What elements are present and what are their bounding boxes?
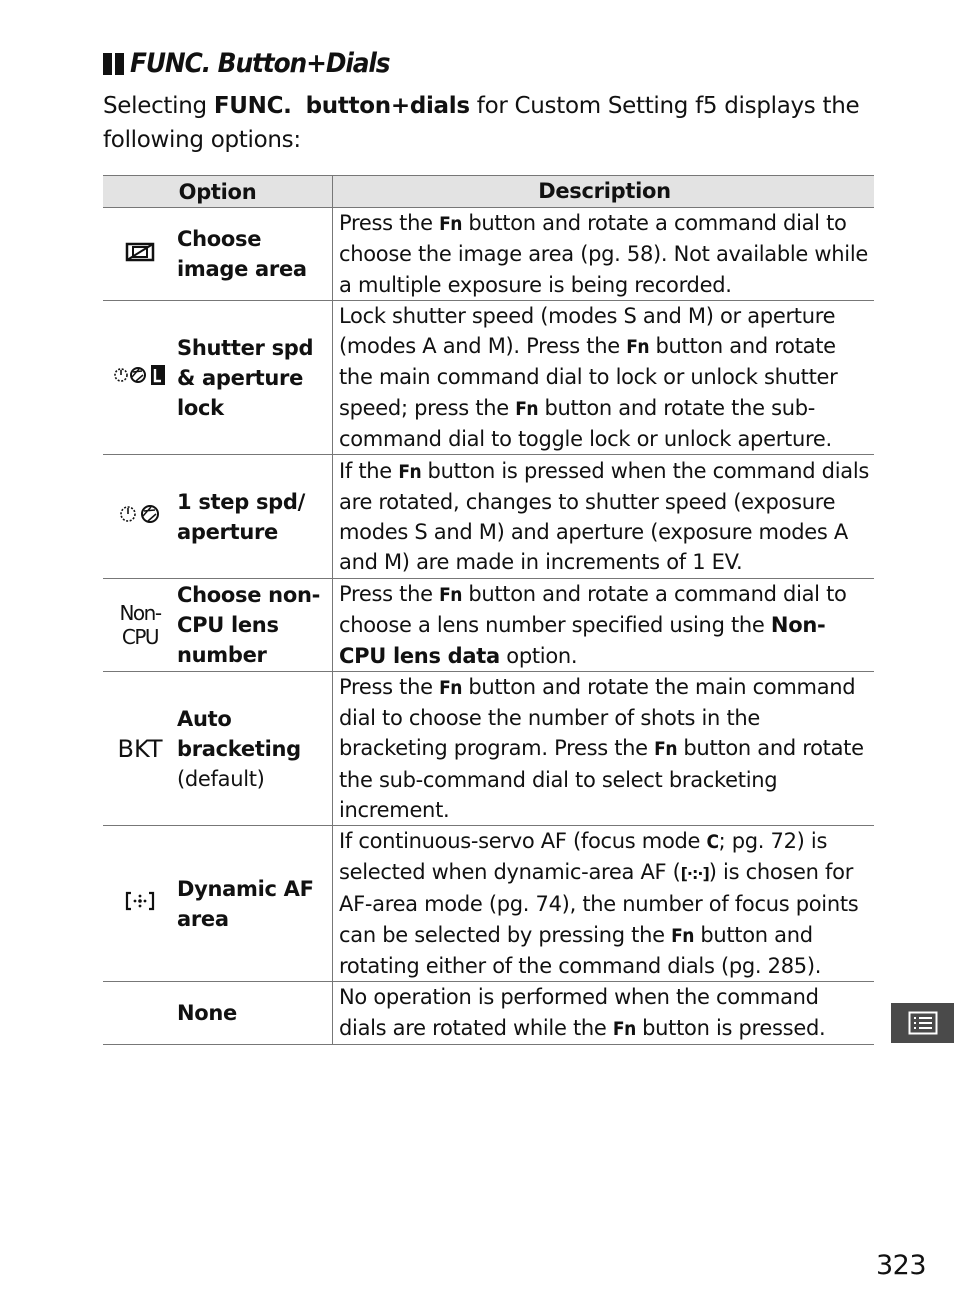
option-description bbox=[333, 579, 875, 672]
option-description bbox=[333, 301, 875, 455]
dynamic-af-icon bbox=[124, 890, 156, 912]
description-text: button and rotate the main command dial to choose the number of shots in the bracketing program. Press the bbox=[339, 675, 856, 761]
header-description: Description bbox=[333, 176, 875, 208]
options-table bbox=[103, 175, 874, 1045]
fn-button-label: Fn bbox=[671, 924, 694, 947]
page-title: FUNC. Button+Dials bbox=[130, 48, 390, 79]
intro-text-rest: for Custom Setting f5 displays the following options: bbox=[103, 93, 860, 153]
table-row bbox=[103, 455, 874, 579]
description-text: option. bbox=[499, 643, 578, 668]
intro-text: Selecting bbox=[103, 93, 214, 119]
description-text: button and rotate a command dial to choose the image area (pg. 58). Not available while a multiple exposure is being recorded. bbox=[339, 211, 868, 297]
description-text: Press the bbox=[339, 211, 440, 236]
option-icon-cell bbox=[103, 579, 177, 672]
fn-button-label: Fn bbox=[515, 397, 539, 420]
option-name bbox=[177, 672, 333, 826]
option-description bbox=[333, 982, 875, 1045]
option-description bbox=[333, 455, 875, 579]
header-option: Option bbox=[103, 176, 333, 208]
description-text: Lock shutter speed (modes S and M) or aperture (modes A and M). Press the bbox=[339, 304, 836, 359]
description-text: button and rotate the main command dial to lock or unlock shutter speed; press the bbox=[339, 334, 838, 420]
fn-button-label: Fn bbox=[612, 1017, 636, 1040]
menu-list-icon bbox=[908, 1011, 938, 1035]
option-icon-cell bbox=[103, 301, 177, 455]
intro-bold-dials: button+dials bbox=[305, 93, 470, 119]
option-description bbox=[333, 208, 875, 301]
fn-button-label: Fn bbox=[626, 336, 650, 359]
description-text: button is pressed when the command dials are rotated, changes to shutter speed (exposure modes S and M) and aperture (exposure modes A and M) are made in increments of 1 EV. bbox=[339, 458, 869, 575]
fn-button-label: C bbox=[706, 831, 719, 854]
description-text: button and rotate the sub-command dial to select bracketing increment. bbox=[339, 736, 864, 822]
description-text: If continuous-servo AF (focus mode bbox=[339, 829, 707, 854]
description-text: Press the bbox=[339, 675, 440, 700]
option-description bbox=[333, 826, 875, 982]
option-name: Choose non-CPU lens number bbox=[177, 579, 333, 672]
option-name: Dynamic AF area bbox=[177, 826, 333, 982]
description-text: If the bbox=[339, 458, 399, 483]
table-row bbox=[103, 982, 874, 1045]
description-text: button and rotate a command dial to choose a lens number specified using the bbox=[339, 582, 847, 638]
shutter-aperture-lock-icon bbox=[113, 363, 167, 387]
option-icon-cell bbox=[103, 982, 177, 1045]
option-icon-cell bbox=[103, 455, 177, 579]
option-name: 1 step spd/ aperture bbox=[177, 455, 333, 579]
description-text: button and rotate the sub-command dial to toggle lock or unlock aperture. bbox=[339, 395, 832, 451]
option-name-note: (default) bbox=[177, 766, 265, 791]
table-header-row bbox=[103, 176, 874, 208]
description-text: ) is chosen for AF-area mode (pg. 74), the number of focus points can be selected by pressing the bbox=[339, 860, 859, 947]
option-icon-cell bbox=[103, 208, 177, 301]
dynamic-af-inline-icon: [·:·] bbox=[680, 864, 709, 884]
non-cpu-icon: Non-CPU bbox=[119, 601, 161, 650]
bkt-icon: BKT bbox=[117, 734, 163, 763]
option-name: Choose image area bbox=[177, 208, 333, 301]
table-row bbox=[103, 672, 874, 826]
table-row bbox=[103, 579, 874, 672]
fn-button-label: Fn bbox=[439, 584, 462, 607]
menu-option-bold: Non-CPU lens data bbox=[339, 613, 826, 668]
fn-button-label: Fn bbox=[439, 213, 462, 236]
option-icon-cell bbox=[103, 672, 177, 826]
fn-button-label: Fn bbox=[654, 738, 678, 761]
option-icon-cell bbox=[103, 826, 177, 982]
description-text: button and rotating either of the command dials (pg. 285). bbox=[339, 922, 822, 978]
heading-marker-icon bbox=[103, 53, 124, 75]
description-text: Press the bbox=[339, 582, 440, 607]
table-row bbox=[103, 208, 874, 301]
section-heading bbox=[103, 48, 412, 79]
description-text: No operation is performed when the command dials are rotated while the bbox=[339, 985, 819, 1040]
fn-button-label: Fn bbox=[439, 677, 462, 700]
option-name: Shutter spd & aperture lock bbox=[177, 301, 333, 455]
page-number: 323 bbox=[876, 1250, 927, 1281]
table-row bbox=[103, 301, 874, 455]
option-name: None bbox=[177, 982, 333, 1045]
option-description bbox=[333, 672, 875, 826]
description-text: button is pressed. bbox=[635, 1015, 826, 1040]
table-row bbox=[103, 826, 874, 982]
intro-bold-func: FUNC. bbox=[213, 93, 292, 119]
intro-paragraph bbox=[103, 89, 883, 157]
option-name-text: Auto bracketing bbox=[177, 706, 301, 761]
image-area-icon bbox=[124, 241, 156, 263]
fn-button-label: Fn bbox=[398, 460, 422, 483]
one-step-icon bbox=[118, 502, 162, 526]
description-text: ; pg. 72) is selected when dynamic-area AF ( bbox=[339, 829, 828, 885]
chapter-tab bbox=[891, 1003, 954, 1043]
